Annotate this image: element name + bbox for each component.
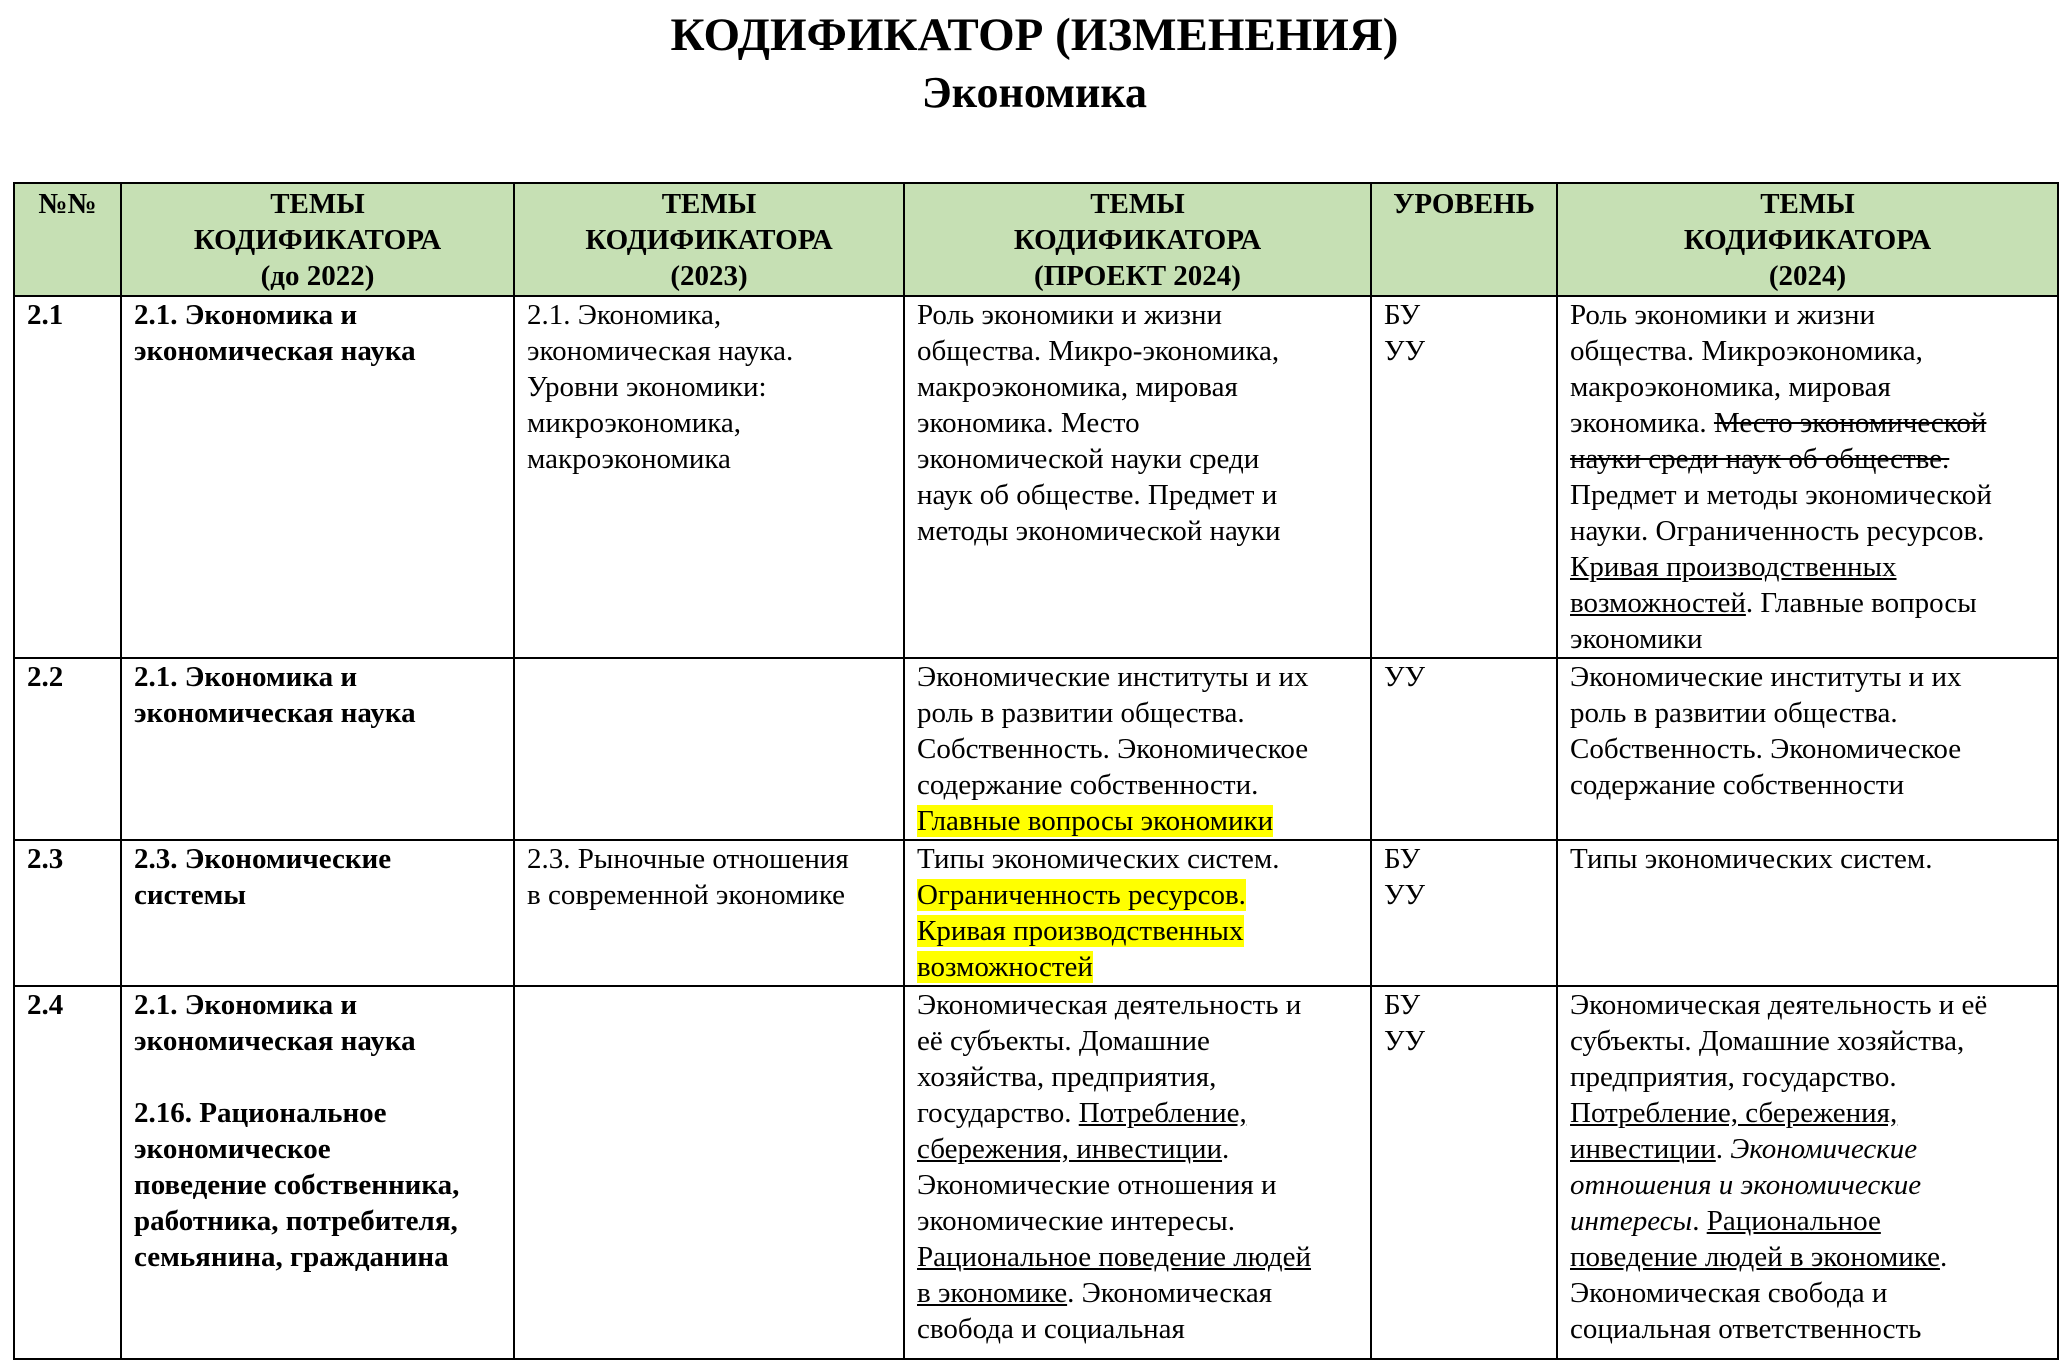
header-level: УРОВЕНЬ (1371, 183, 1557, 296)
topics-2024-cell: Экономические институты и их роль в развитии общества. Собственность. Экономическое содержание собственности (1557, 658, 2058, 840)
header-num: №№ (14, 183, 121, 296)
topics-2024-cell: Роль экономики и жизни общества. Микроэкономика, макроэкономика, мировая экономика. Место экономической науки среди наук об обществе. Предмет и методы экономической науки. Ограниченность ресурсов. Кривая производственных возможностей. Главные вопросы экономики (1557, 296, 2058, 658)
level-cell: БУ УУ (1371, 296, 1557, 658)
deleted-text: Место экономической (1713, 407, 1987, 439)
topics-pre2022-cell: 2.3. Экономические системы (121, 840, 514, 986)
highlighted-text: возможностей (917, 951, 1093, 983)
underlined-text: Потребление, сбережения, (1570, 1097, 1898, 1129)
topics-project-2024-cell: Типы экономических систем. Ограниченность ресурсов. Кривая производственных возможностей (904, 840, 1371, 986)
italic-text: интересы (1570, 1205, 1693, 1237)
underlined-text: инвестиции (1570, 1133, 1716, 1165)
topics-2023-cell (514, 658, 904, 840)
codifier-table (13, 182, 2059, 1360)
header-topics-2023: ТЕМЫ КОДИФИКАТОРА (2023) (514, 183, 904, 296)
topics-pre2022-cell: 2.1. Экономика и экономическая наука (121, 658, 514, 840)
table-row (14, 840, 2058, 986)
level-cell: УУ (1371, 658, 1557, 840)
header-topics-pre2022: ТЕМЫ КОДИФИКАТОРА (до 2022) (121, 183, 514, 296)
topics-project-2024-cell: Роль экономики и жизни общества. Микро-экономика, макроэкономика, мировая экономика. Место экономической науки среди наук об обществе. Предмет и методы экономической науки (904, 296, 1371, 658)
header-topics-2024: ТЕМЫ КОДИФИКАТОРА (2024) (1557, 183, 2058, 296)
row-number: 2.3 (14, 840, 121, 986)
italic-text: отношения и экономические (1570, 1169, 1922, 1201)
table-header-row (14, 183, 2058, 296)
topics-2023-cell: 2.3. Рыночные отношения в современной экономике (514, 840, 904, 986)
table-row (14, 986, 2058, 1359)
topics-2023-cell (514, 986, 904, 1359)
header-topics-project-2024: ТЕМЫ КОДИФИКАТОРА (ПРОЕКТ 2024) (904, 183, 1371, 296)
row-number: 2.1 (14, 296, 121, 658)
topics-2024-cell: Экономическая деятельность и её субъекты. Домашние хозяйства, предприятия, государство. Потребление, сбережения, инвестиции. Экономические отношения и экономические интересы. Рациональное поведение людей в экономике. Экономическая свобода и социальная ответственность (1557, 986, 2058, 1359)
highlighted-text: Ограниченность ресурсов. (917, 879, 1246, 911)
level-cell: БУ УУ (1371, 986, 1557, 1359)
underlined-text: Кривая производственных (1570, 551, 1897, 583)
italic-text: Экономические (1730, 1133, 1918, 1165)
row-number: 2.2 (14, 658, 121, 840)
table-row (14, 296, 2058, 658)
document-subtitle: Экономика (921, 68, 1148, 117)
document-title-block (0, 6, 2069, 122)
topics-project-2024-cell: Экономическая деятельность и её субъекты. Домашние хозяйства, предприятия, государство. Потребление, сбережения, инвестиции. Экономические отношения и экономические интересы. Рациональное поведение людей в экономике. Экономическая свобода и социальная (904, 986, 1371, 1359)
topics-2024-cell: Типы экономических систем. (1557, 840, 2058, 986)
table-row (14, 658, 2058, 840)
underlined-text: возможностей (1570, 587, 1746, 619)
underlined-text: поведение людей в экономике (1570, 1241, 1940, 1273)
underlined-text: Рациональное (1706, 1205, 1881, 1237)
deleted-text: науки среди наук об обществе. (1570, 443, 1950, 475)
highlighted-text: Кривая производственных (917, 915, 1244, 947)
underlined-text: Потребление, (1078, 1097, 1247, 1129)
underlined-text: в экономике (917, 1277, 1068, 1309)
topics-2023-cell: 2.1. Экономика, экономическая наука. Уровни экономики: микроэкономика, макроэкономика (514, 296, 904, 658)
highlighted-text: Главные вопросы экономики (917, 805, 1274, 837)
topics-pre2022-cell: 2.1. Экономика и экономическая наука 2.16. Рациональное экономическое поведение собственника, работника, потребителя, семьянина, гражданина (121, 986, 514, 1359)
topics-project-2024-cell: Экономические институты и их роль в развитии общества. Собственность. Экономическое содержание собственности. Главные вопросы экономики (904, 658, 1371, 840)
document-title: КОДИФИКАТОР (ИЗМЕНЕНИЯ) (670, 9, 1399, 61)
row-number: 2.4 (14, 986, 121, 1359)
topics-pre2022-cell: 2.1. Экономика и экономическая наука (121, 296, 514, 658)
underlined-text: Рациональное поведение людей (917, 1241, 1312, 1273)
underlined-text: сбережения, инвестиции (917, 1133, 1223, 1165)
level-cell: БУ УУ (1371, 840, 1557, 986)
